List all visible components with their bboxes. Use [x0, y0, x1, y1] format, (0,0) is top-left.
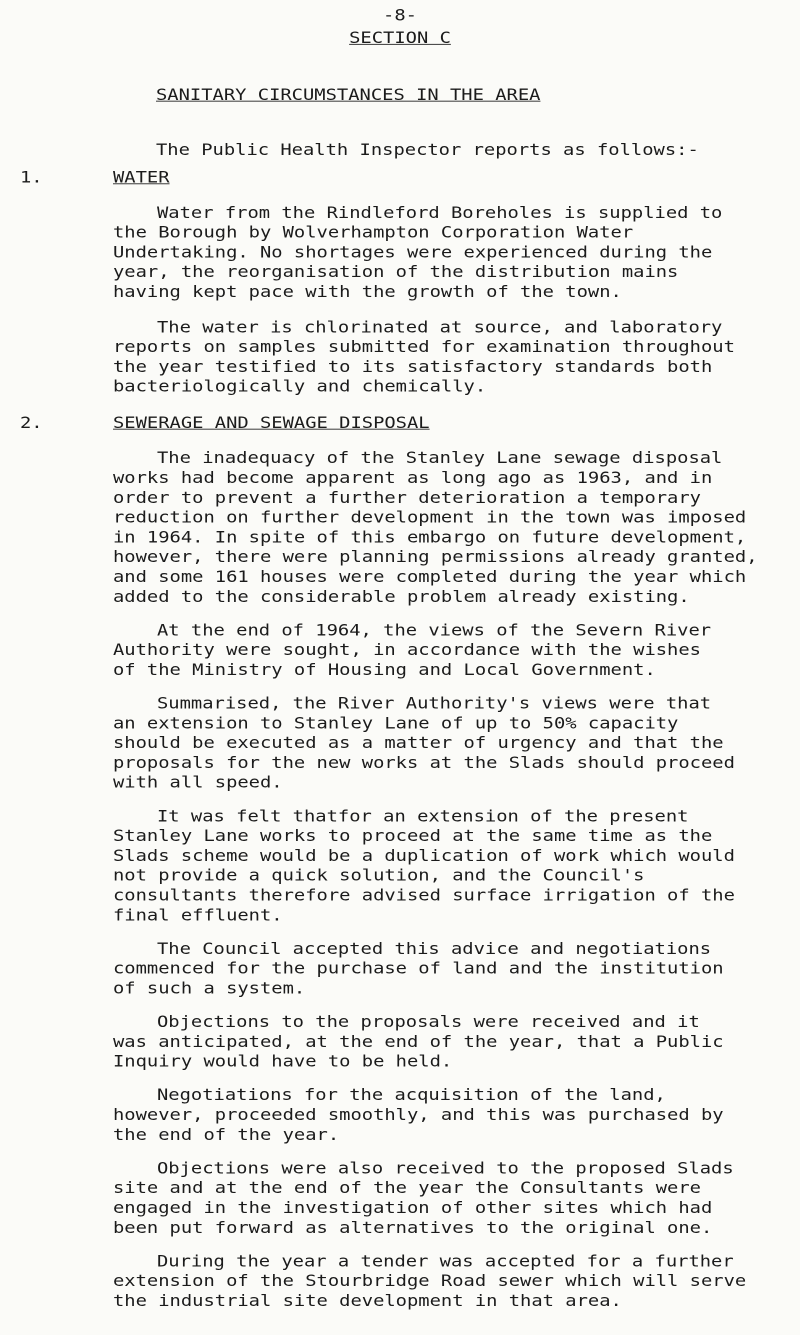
paragraph-line: the year testified to its satisfactory standards both	[113, 358, 713, 377]
section-number: 1.	[20, 168, 43, 187]
paragraph	[113, 1086, 793, 1145]
paragraph-line: and some 161 houses were completed during the year which	[113, 568, 747, 587]
paragraph-line: Negotiations for the acquisition of the land,	[157, 1086, 666, 1105]
paragraph	[113, 203, 793, 302]
paragraph-line: the industrial site development in that area.	[113, 1292, 622, 1311]
paragraph-line: Objections were also received to the proposed Slads	[157, 1159, 734, 1178]
paragraph-line: bacteriologically and chemically.	[113, 377, 487, 397]
paragraph	[113, 621, 793, 680]
paragraph-line: added to the considerable problem already existing.	[113, 587, 690, 607]
paragraph-line: Authority were sought, in accordance with the wishes	[113, 641, 701, 660]
paragraph-line: Objections to the proposals were received and it	[157, 1013, 700, 1032]
paragraph-line: Stanley Lane works to proceed at the same time as the	[113, 827, 713, 846]
intro-text: The Public Health Inspector reports as follows:-	[156, 141, 699, 160]
paragraph	[113, 694, 793, 793]
page-number: -8-	[383, 6, 417, 25]
paragraph-line: The water is chlorinated at source, and laboratory	[157, 318, 723, 337]
paragraph-line: the Borough by Wolverhampton Corporation Water	[113, 223, 634, 242]
section-number: 2.	[20, 414, 43, 433]
paragraph-line: The Council accepted this advice and negotiations	[157, 940, 712, 959]
paragraph-line: The inadequacy of the Stanley Lane sewage disposal	[157, 449, 723, 468]
paragraph-line: been put forward as alternatives to the original one.	[113, 1219, 713, 1238]
paragraph-line: final effluent.	[113, 906, 283, 925]
paragraph-line: reports on samples submitted for examination throughout	[113, 338, 735, 357]
paragraph-line: of the Ministry of Housing and Local Government.	[113, 661, 656, 680]
paragraph	[113, 807, 793, 926]
paragraph-line: not provide a quick solution, and the Council's	[113, 866, 645, 886]
paragraph-line: site and at the end of the year the Consultants were	[113, 1179, 701, 1198]
paragraph	[113, 1252, 793, 1311]
paragraph-line: extension of the Stourbridge Road sewer which will serve	[113, 1272, 747, 1291]
paragraph-line: should be executed as a matter of urgency and that the	[113, 734, 724, 753]
paragraph-line: It was felt thatfor an extension of the present	[157, 807, 689, 826]
section-label: SECTION C	[349, 29, 451, 48]
paragraph	[113, 318, 793, 397]
paragraph-line: year, the reorganisation of the distribution mains	[113, 263, 679, 282]
paragraph-line: Slads scheme would be a duplication of work which would	[113, 847, 735, 866]
paragraph-line: During the year a tender was accepted for a further	[157, 1252, 734, 1271]
paragraph-line: having kept pace with the growth of the town.	[113, 283, 622, 302]
paragraph-line: works had become apparent as long ago as 1963, and in	[113, 469, 713, 488]
paragraph-line: of such a system.	[113, 979, 306, 998]
section-heading: SEWERAGE AND SEWAGE DISPOSAL	[113, 414, 430, 433]
page-title: SANITARY CIRCUMSTANCES IN THE AREA	[156, 86, 541, 105]
paragraph-line: however, there were planning permissions already granted,	[113, 548, 758, 567]
paragraph-line: Undertaking. No shortages were experienced during the	[113, 243, 713, 262]
paragraph-line: was anticipated, at the end of the year, that a Public	[113, 1033, 724, 1052]
paragraph-line: order to prevent a further deterioration a temporary	[113, 488, 701, 508]
paragraph-line: however, proceeded smoothly, and this was purchased by	[113, 1106, 724, 1125]
section-heading: WATER	[113, 168, 170, 187]
paragraph	[113, 1159, 793, 1238]
paragraph	[113, 1012, 793, 1071]
paragraph-line: reduction on further development in the town was imposed	[113, 508, 747, 527]
paragraph-line: Summarised, the River Authority's views were that	[157, 694, 712, 713]
paragraph-line: an extension to Stanley Lane of up to 50% capacity	[113, 714, 679, 733]
paragraph-line: commenced for the purchase of land and the institution	[113, 959, 724, 978]
paragraph-line: consultants therefore advised surface irrigation of the	[113, 886, 735, 905]
paragraph-line: the end of the year.	[113, 1126, 340, 1145]
paragraph-line: proposals for the new works at the Slads should proceed	[113, 754, 735, 773]
paragraph-line: At the end of 1964, the views of the Severn River	[157, 621, 712, 640]
paragraph-line: with all speed.	[113, 773, 283, 793]
paragraph-line: in 1964. In spite of this embargo on future development,	[113, 528, 747, 547]
paragraph-line: engaged in the investigation of other sites which had	[113, 1199, 713, 1218]
paragraph	[113, 449, 793, 607]
paragraph-line: Inquiry would have to be held.	[113, 1052, 453, 1071]
paragraph	[113, 939, 793, 998]
paragraph-line: Water from the Rindleford Boreholes is supplied to	[157, 204, 723, 223]
